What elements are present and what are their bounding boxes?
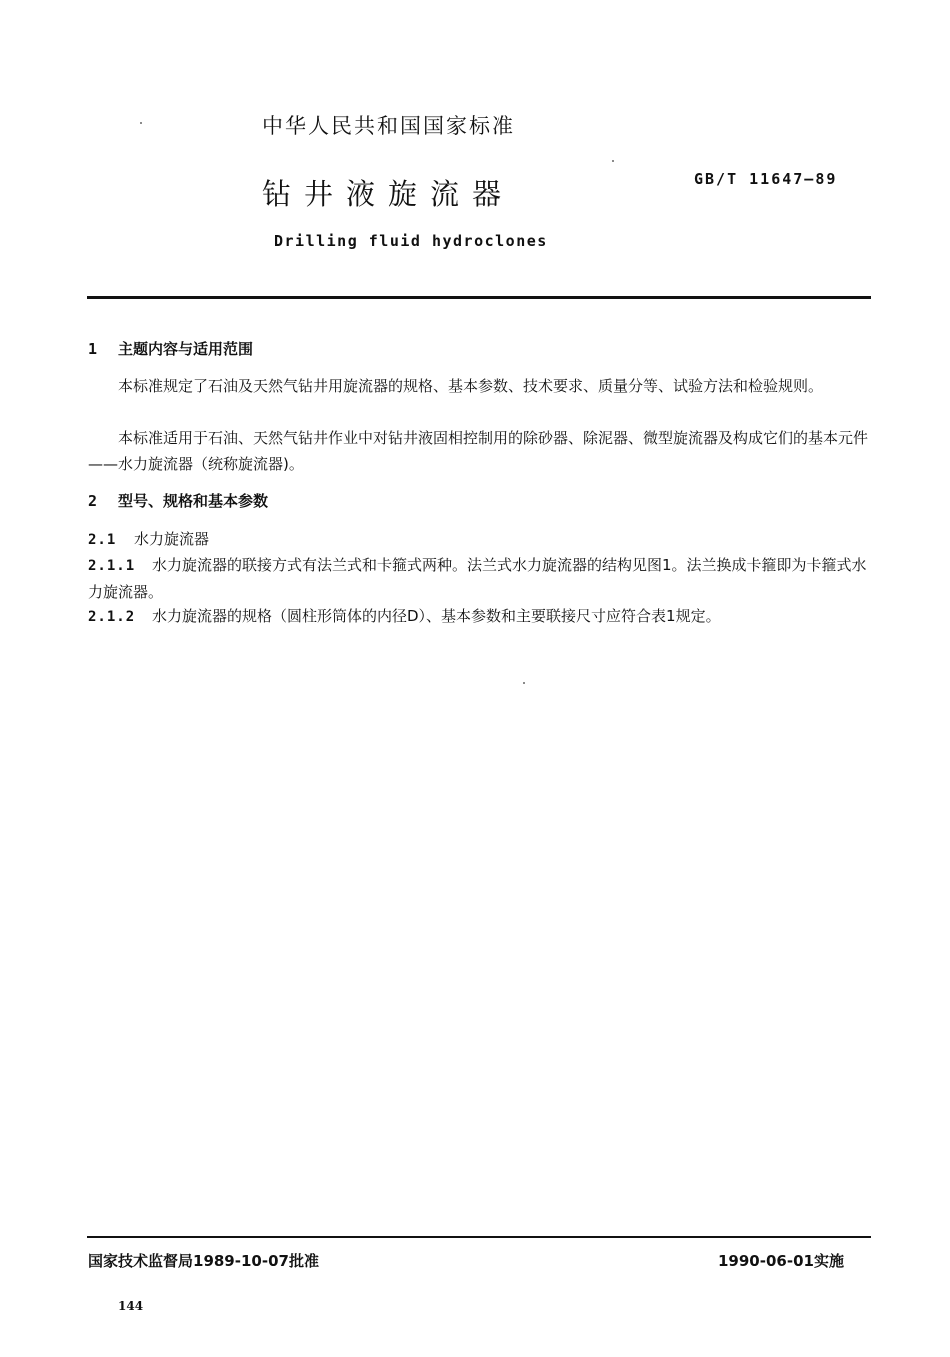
national-standard-heading: 中华人民共和国国家标准 [262, 114, 515, 138]
section-1-paragraph-1: 本标准规定了石油及天然气钻井用旋流器的规格、基本参数、技术要求、质量分等、试验方法和检验规则。 [118, 377, 824, 395]
clause-2-1 [88, 526, 874, 553]
clause-2-1-1-number: 2.1.1 [88, 558, 136, 574]
clause-2-1-1-text: 水力旋流器的联接方式有法兰式和卡箍式两种。法兰式水力旋流器的结构见图1。法兰换成卡箍即为卡箍式水力旋流器。 [88, 556, 867, 601]
clause-2-1-2 [88, 603, 874, 630]
implementation-date: 1990-06-01实施 [718, 1252, 844, 1270]
scan-speck [612, 160, 614, 162]
standard-title-english: Drilling fluid hydroclones [274, 232, 548, 250]
section-2-number: 2 [88, 492, 98, 510]
section-1-title: 主题内容与适用范围 [118, 340, 254, 358]
page-number: 144 [118, 1299, 144, 1313]
clause-2-1-2-number: 2.1.2 [88, 609, 136, 625]
section-2-title: 型号、规格和基本参数 [118, 492, 269, 510]
clause-2-1-2-text: 水力旋流器的规格（圆柱形筒体的内径D）、基本参数和主要联接尺寸应符合表1规定。 [152, 607, 721, 625]
header-divider [87, 296, 871, 299]
standard-number: GB/T 11647—89 [694, 170, 838, 188]
section-1-number: 1 [88, 340, 98, 358]
footer-divider [87, 1236, 871, 1238]
scan-speck [140, 122, 142, 124]
clause-2-1-1 [88, 552, 874, 605]
clause-2-1-title: 水力旋流器 [134, 530, 210, 548]
standard-title-chinese: 钻井液旋流器 [262, 177, 515, 211]
scan-speck [523, 682, 525, 684]
clause-2-1-number: 2.1 [88, 532, 117, 548]
section-2-heading [88, 490, 268, 511]
approval-date: 国家技术监督局1989-10-07批准 [88, 1252, 319, 1270]
section-1-heading [88, 338, 253, 359]
section-1-paragraph-2: 本标准适用于石油、天然气钻井作业中对钻井液固相控制用的除砂器、除泥器、微型旋流器及构成它们的基本元件——水力旋流器（统称旋流器)。 [88, 429, 869, 473]
